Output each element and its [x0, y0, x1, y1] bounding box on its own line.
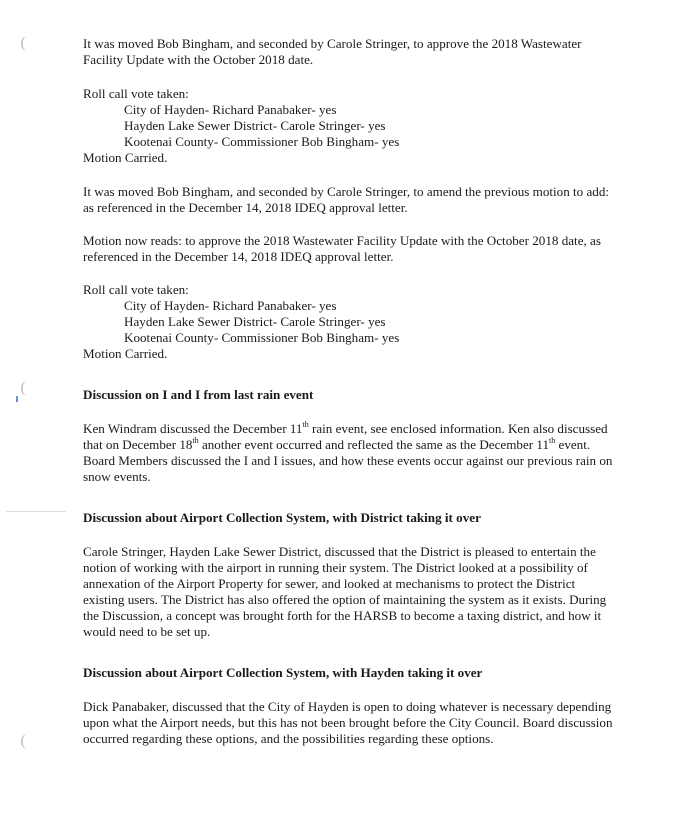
vote-line: City of Hayden- Richard Panabaker- yes [124, 102, 337, 117]
roll-call-vote-1 [83, 86, 615, 166]
margin-faint-line [6, 511, 66, 512]
vote-line: Hayden Lake Sewer District- Carole Stringer- yes [124, 314, 386, 329]
motion-result: Motion Carried. [83, 346, 168, 361]
document-page [83, 36, 615, 747]
text-run: another event occurred and reflected the same as the December 11 [198, 437, 549, 452]
motion-paragraph-2: It was moved Bob Bingham, and seconded by Carole Stringer, to amend the previous motion to add: as referenced in the December 14, 2018 IDEQ approval letter. [83, 184, 610, 215]
section-heading-district-takeover: Discussion about Airport Collection System, with District taking it over [83, 510, 481, 525]
text-run: event. Board Members discussed the I and I issues, and how these events occur against our previous rain on snow events. [83, 437, 613, 484]
section-heading-rain-event: Discussion on I and I from last rain event [83, 387, 314, 402]
motion-result: Motion Carried. [83, 150, 168, 165]
superscript: th [192, 435, 199, 445]
roll-call-title: Roll call vote taken: [83, 282, 189, 297]
motion-paragraph-3: Motion now reads: to approve the 2018 Wastewater Facility Update with the October 2018 date, as referenced in the December 14, 2018 IDEQ approval letter. [83, 233, 601, 264]
text-run: Ken Windram discussed the December 11 [83, 421, 303, 436]
text-run: rain event, see enclosed information. Ken also discussed that on December 18 [83, 421, 608, 452]
vote-line: City of Hayden- Richard Panabaker- yes [124, 298, 337, 313]
margin-paren-mark-middle: ( [20, 379, 26, 397]
vote-line: Kootenai County- Commissioner Bob Bingham- yes [124, 134, 400, 149]
rain-event-paragraph [83, 421, 615, 485]
roll-call-title: Roll call vote taken: [83, 86, 189, 101]
motion-paragraph-1: It was moved Bob Bingham, and seconded by Carole Stringer, to approve the 2018 Wastewater Facility Update with the October 2018 date. [83, 36, 582, 67]
margin-paren-mark-top: ( [20, 34, 26, 52]
hayden-takeover-paragraph: Dick Panabaker, discussed that the City of Hayden is open to doing whatever is necessary depending upon what the Airport needs, but this has not been brought before the City Council. Board discussion occurred regarding these options, and the possibilities regarding these options. [83, 699, 613, 746]
superscript: th [302, 419, 309, 429]
margin-paren-mark-bottom: ( [20, 732, 26, 750]
superscript: th [549, 435, 556, 445]
section-heading-hayden-takeover: Discussion about Airport Collection System, with Hayden taking it over [83, 665, 483, 680]
district-takeover-paragraph: Carole Stringer, Hayden Lake Sewer District, discussed that the District is pleased to entertain the notion of working with the airport in running their system. The District looked at a possibility of annexation of the Airport Property for sewer, and looked at mechanisms to protect the District existing users. The District has also offered the option of maintaining the system as it exists. During the Discussion, a concept was brought forth for the HARSB to become a taxing district, and how it would need to be set up. [83, 544, 607, 639]
margin-blue-mark [16, 396, 18, 402]
vote-line: Hayden Lake Sewer District- Carole Stringer- yes [124, 118, 386, 133]
vote-line: Kootenai County- Commissioner Bob Bingham- yes [124, 330, 400, 345]
roll-call-vote-2 [83, 282, 615, 362]
